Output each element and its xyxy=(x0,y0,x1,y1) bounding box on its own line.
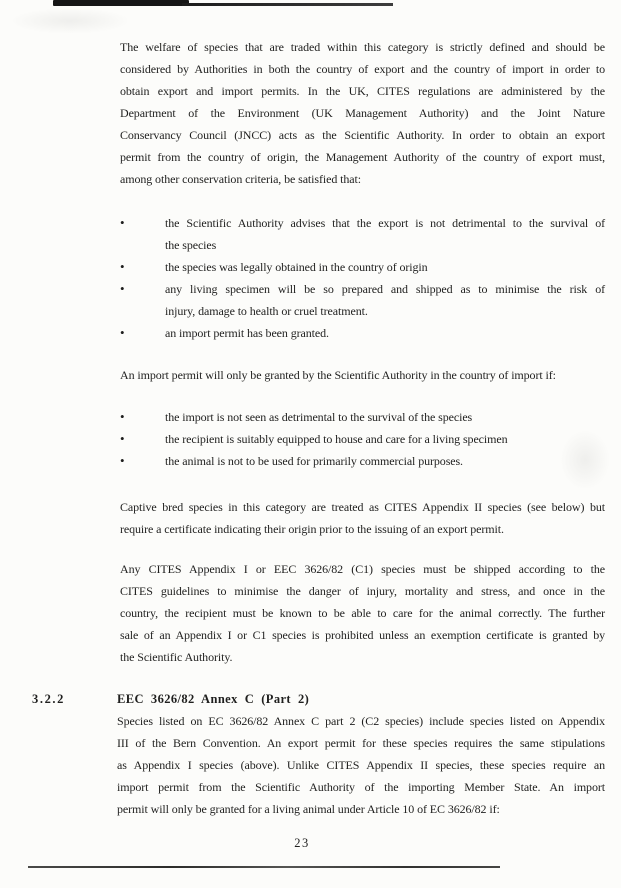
text-line: permit from the country of origin, the Management Authority of the country of export must, xyxy=(120,150,605,164)
list-item-text xyxy=(165,212,605,256)
text-line: country, the recipient must be known to be able to care for the animal correctly. The further xyxy=(120,606,605,620)
list-item xyxy=(120,256,605,278)
list-item-text xyxy=(165,278,605,322)
bullet-list-export-conditions xyxy=(120,212,605,344)
bullet-list-import-conditions xyxy=(120,406,605,472)
text-line: sale of an Appendix I or C1 species is prohibited unless an exemption certificate is granted by xyxy=(120,628,605,642)
paragraph-import-permit xyxy=(120,364,605,386)
bullet-icon: • xyxy=(120,453,125,468)
text-line: any living specimen will be so prepared and shipped as to minimise the risk of xyxy=(165,282,605,296)
text-line: injury, damage to health or cruel treatment. xyxy=(165,304,368,318)
paragraph-captive-bred xyxy=(120,496,605,540)
text-line: the species was legally obtained in the country of origin xyxy=(165,260,428,274)
bullet-icon: • xyxy=(120,409,125,424)
bullet-icon: • xyxy=(120,431,125,446)
section-heading: EEC 3626/82 Annex C (Part 2) xyxy=(117,692,310,706)
footer-rule xyxy=(28,866,500,868)
list-item xyxy=(120,212,605,256)
paragraph-welfare xyxy=(120,36,605,190)
section-number: 3.2.2 xyxy=(32,692,65,706)
text-line: the Scientific Authority advises that the export is not detrimental to the survival of xyxy=(165,216,605,230)
scan-smudge xyxy=(10,8,130,34)
list-item xyxy=(120,428,605,450)
text-line: permit will only be granted for a living animal under Article 10 of EC 3626/82 if: xyxy=(117,802,500,816)
text-line: the animal is not to be used for primarily commercial purposes. xyxy=(165,454,463,468)
text-line: CITES guidelines to minimise the danger of injury, mortality and stress, and once in the xyxy=(120,584,605,598)
text-line: III of the Bern Convention. An export permit for these species requires the same stipulations xyxy=(117,736,605,750)
list-item-text xyxy=(165,450,605,472)
text-line: import permit from the Scientific Authority of the importing Member State. An import xyxy=(117,780,605,794)
bullet-icon: • xyxy=(120,215,125,230)
list-item xyxy=(120,406,605,428)
text-line: Captive bred species in this category are treated as CITES Appendix II species (see below) but xyxy=(120,500,605,514)
header-rule-artifact xyxy=(53,0,189,6)
paragraph-shipping xyxy=(120,558,605,668)
page-number: 23 xyxy=(294,836,310,850)
text-line: Conservancy Council (JNCC) acts as the Scientific Authority. In order to obtain an export xyxy=(120,128,605,142)
header-rule-artifact-line xyxy=(182,3,393,6)
list-item-text xyxy=(165,406,605,428)
text-line: considered by Authorities in both the country of export and the country of import in order to xyxy=(120,62,605,76)
list-item xyxy=(120,450,605,472)
section-body-paragraph xyxy=(117,710,605,820)
text-line: Any CITES Appendix I or EEC 3626/82 (C1) species must be shipped according to the xyxy=(120,562,605,576)
text-line: Department of the Environment (UK Management Authority) and the Joint Nature xyxy=(120,106,605,120)
bullet-icon: • xyxy=(120,325,125,340)
text-line: the recipient is suitably equipped to house and care for a living specimen xyxy=(165,432,508,446)
text-line: as Appendix I species (above). Unlike CITES Appendix II species, these species require an xyxy=(117,758,605,772)
text-line: the import is not seen as detrimental to the survival of the species xyxy=(165,410,473,424)
text-line: The welfare of species that are traded within this category is strictly defined and should be xyxy=(120,40,605,54)
text-line: require a certificate indicating their origin prior to the issuing of an export permit. xyxy=(120,522,504,536)
bullet-icon: • xyxy=(120,281,125,296)
text-line: obtain export and import permits. In the UK, CITES regulations are administered by the xyxy=(120,84,605,98)
list-item xyxy=(120,278,605,322)
list-item-text xyxy=(165,256,605,278)
text-line: among other conservation criteria, be satisfied that: xyxy=(120,172,361,186)
text-line: the Scientific Authority. xyxy=(120,650,233,664)
bullet-icon: • xyxy=(120,259,125,274)
list-item xyxy=(120,322,605,344)
list-item-text xyxy=(165,428,605,450)
list-item-text xyxy=(165,322,605,344)
text-line: Species listed on EC 3626/82 Annex C part 2 (C2 species) include species listed on Appendix xyxy=(117,714,605,728)
text-line: An import permit will only be granted by the Scientific Authority in the country of import if: xyxy=(120,368,556,382)
text-line: an import permit has been granted. xyxy=(165,326,329,340)
text-line: the species xyxy=(165,238,217,252)
